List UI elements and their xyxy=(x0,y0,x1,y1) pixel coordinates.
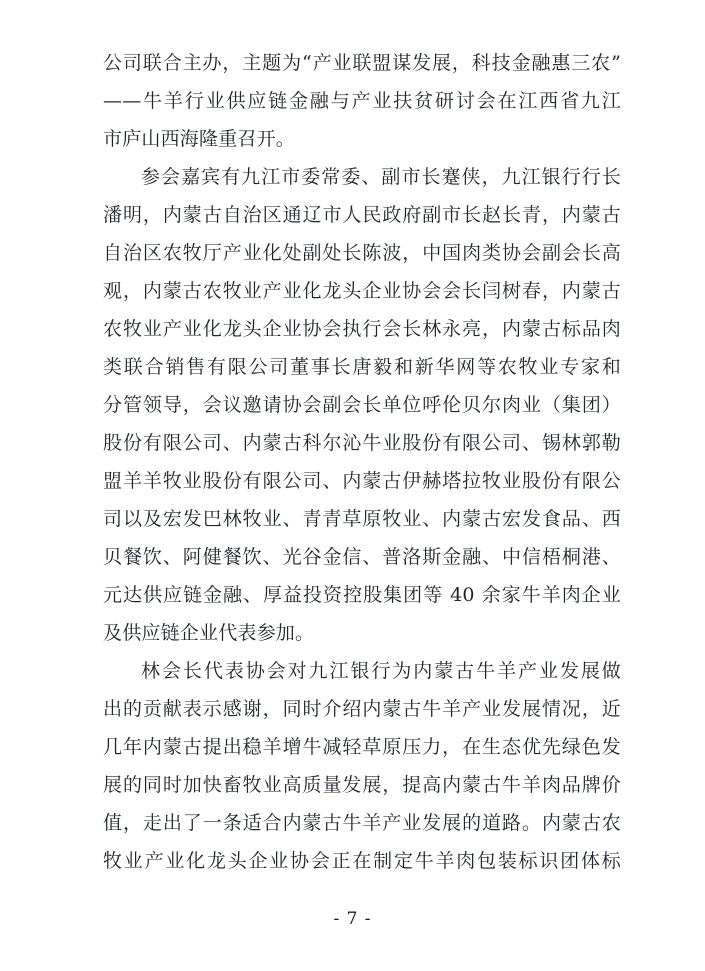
text-line: 分管领导，会议邀请协会副会长单位呼伦贝尔肉业（集团） xyxy=(103,394,621,416)
page-number: - 7 - xyxy=(333,909,372,929)
text-line: 贝餐饮、阿健餐饮、光谷金信、普洛斯金融、中信梧桐港、 xyxy=(103,546,621,568)
paragraph-1 xyxy=(103,44,621,158)
text-line: 元达供应链金融、厚益投资控股集团等 40 余家牛羊肉企业 xyxy=(103,584,621,606)
text-line: 股份有限公司、内蒙古科尔沁牛业股份有限公司、锡林郭勒 xyxy=(103,432,621,454)
text-line: ——牛羊行业供应链金融与产业扶贫研讨会在江西省九江 xyxy=(103,90,621,112)
paragraph-3 xyxy=(103,652,621,880)
text-line: 展的同时加快畜牧业高质量发展，提高内蒙古牛羊肉品牌价 xyxy=(103,774,621,796)
text-line: 自治区农牧厅产业化处副处长陈波，中国肉类协会副会长高 xyxy=(103,242,621,264)
text-line: 林会长代表协会对九江银行为内蒙古牛羊产业发展做 xyxy=(141,660,621,682)
document-body xyxy=(103,44,621,880)
text-line: 司以及宏发巴林牧业、青青草原牧业、内蒙古宏发食品、西 xyxy=(103,508,621,530)
text-line: 牧业产业化龙头企业协会正在制定牛羊肉包装标识团体标 xyxy=(103,850,621,872)
text-line: 公司联合主办，主题为“产业联盟谋发展，科技金融惠三农” xyxy=(103,52,621,74)
text-line: 出的贡献表示感谢，同时介绍内蒙古牛羊产业发展情况，近 xyxy=(103,698,621,720)
text-line: 潘明，内蒙古自治区通辽市人民政府副市长赵长青，内蒙古 xyxy=(103,204,621,226)
text-line: 类联合销售有限公司董事长唐毅和新华网等农牧业专家和 xyxy=(103,356,621,378)
text-line: 农牧业产业化龙头企业协会执行会长林永亮，内蒙古标品肉 xyxy=(103,318,621,340)
text-line: 参会嘉宾有九江市委常委、副市长蹇侠，九江银行行长 xyxy=(141,166,621,188)
page-footer xyxy=(0,906,705,932)
text-line: 观，内蒙古农牧业产业化龙头企业协会会长闫树春，内蒙古 xyxy=(103,280,621,302)
paragraph-2 xyxy=(103,158,621,652)
text-line: 值，走出了一条适合内蒙古牛羊产业发展的道路。内蒙古农 xyxy=(103,812,621,834)
text-line: 市庐山西海隆重召开。 xyxy=(103,128,296,150)
text-line: 几年内蒙古提出稳羊增牛减轻草原压力，在生态优先绿色发 xyxy=(103,736,621,758)
text-line: 及供应链企业代表参加。 xyxy=(103,622,315,644)
text-line: 盟羊羊牧业股份有限公司、内蒙古伊赫塔拉牧业股份有限公 xyxy=(103,470,621,492)
